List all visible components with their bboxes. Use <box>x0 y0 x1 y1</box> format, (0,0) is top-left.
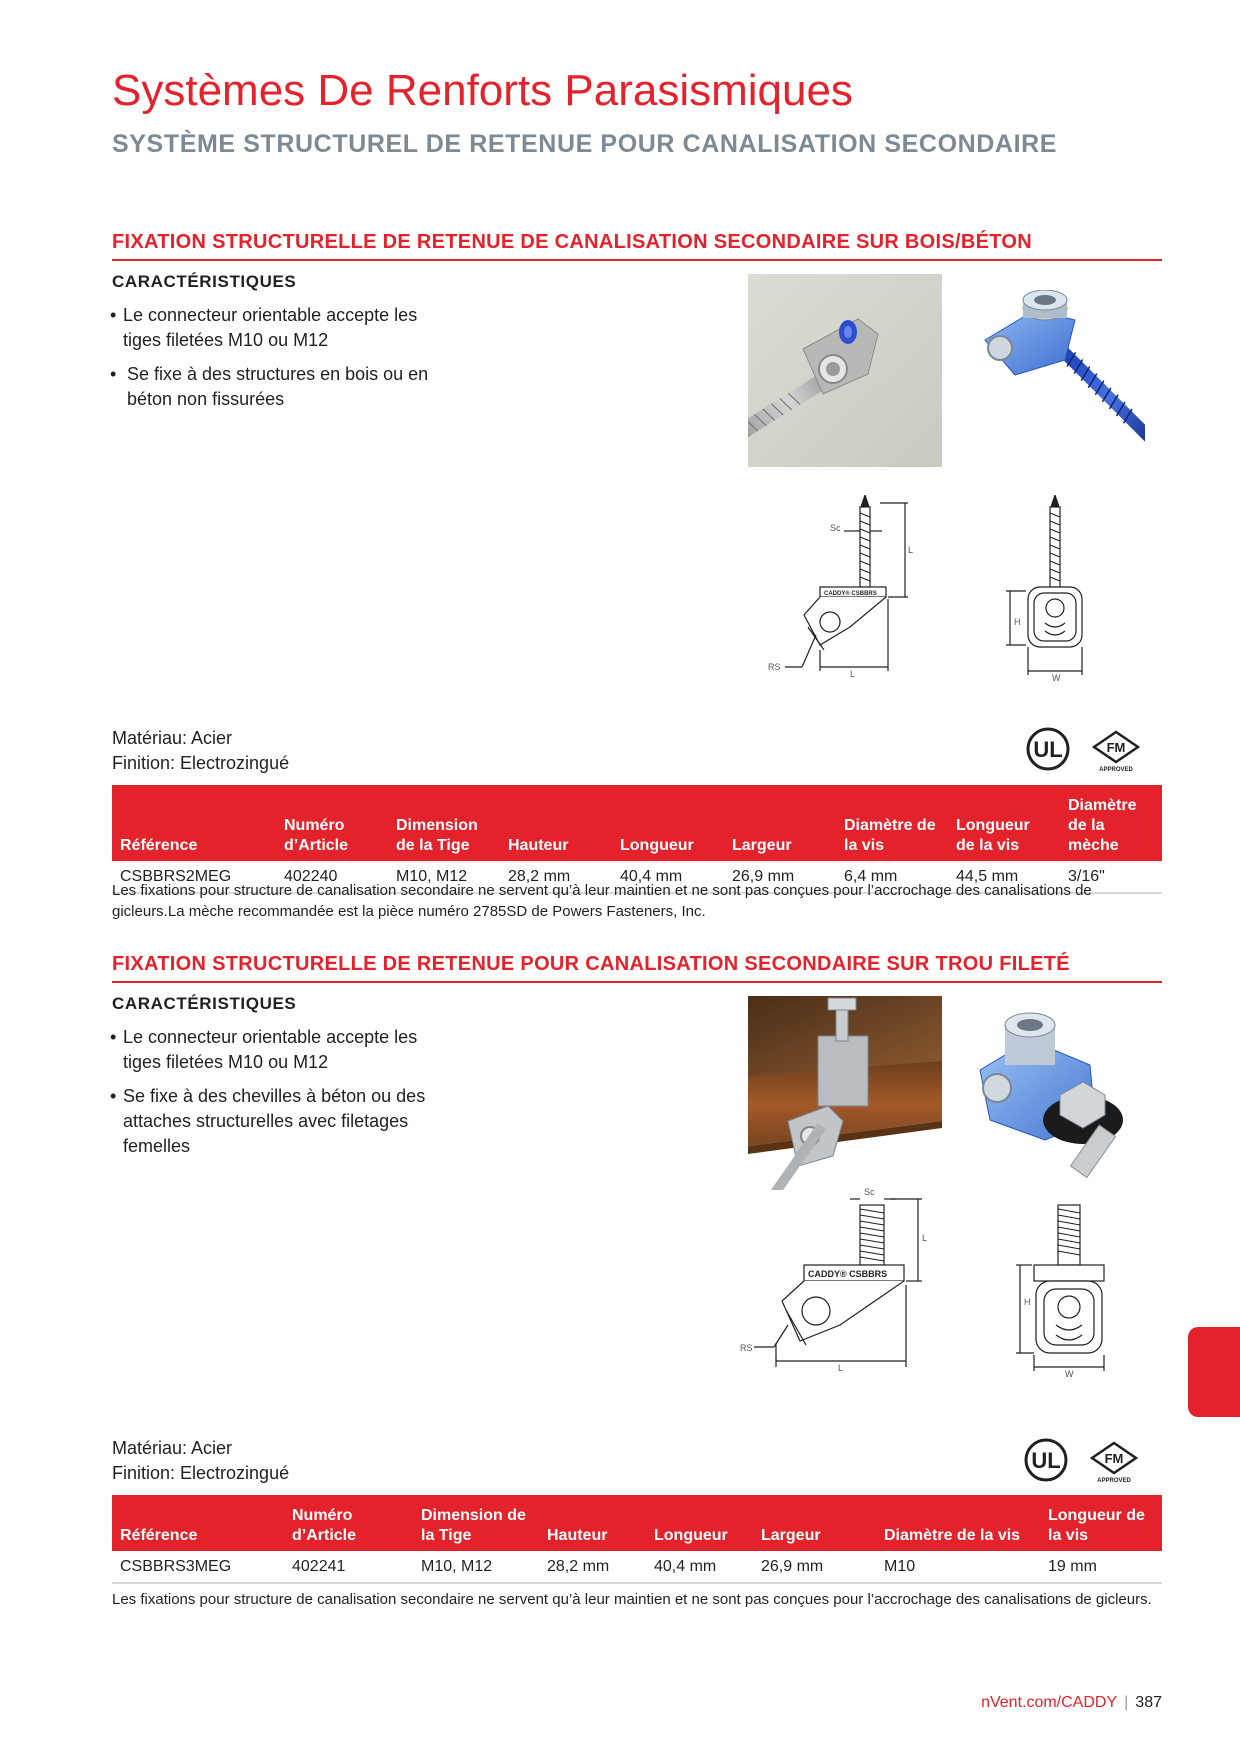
table-cell: 44,5 mm <box>948 861 1060 893</box>
table-row <box>112 1551 1162 1583</box>
table-cell: 402241 <box>284 1551 413 1583</box>
section1-dim-l2: L <box>850 669 856 679</box>
section2-technical-drawing <box>740 1185 1150 1380</box>
section1-rule <box>112 259 1162 261</box>
page-subtitle: SYSTÈME STRUCTUREL DE RETENUE POUR CANALISATION SECONDAIRE <box>112 130 1058 158</box>
section2-dim-l2: L <box>838 1363 844 1373</box>
section1-installed-photo <box>748 274 942 467</box>
section2-feature-list <box>110 1025 430 1168</box>
section1-brand-mark: CADDY® CSBBRS <box>824 591 877 597</box>
table-cell: 28,2 mm <box>539 1551 646 1583</box>
section1-fm-logo-icon: FM <box>1106 740 1126 755</box>
table-cell: 40,4 mm <box>646 1551 753 1583</box>
section1-ul-logo-icon: UL <box>1033 737 1063 762</box>
section1-fm-approved-text: APPROVED <box>1099 767 1133 773</box>
section2-title: FIXATION STRUCTURELLE DE RETENUE POUR CANALISATION SECONDAIRE SUR TROU FILETÉ <box>112 953 1070 975</box>
table-header-cell: Dimension de la Tige <box>388 785 500 861</box>
section1-dim-l: L <box>908 545 914 555</box>
section1-table-header-row <box>112 785 1162 861</box>
section2-feature-1: • Le connecteur orientable accepte les tiges filetées M10 ou M12 <box>110 1025 430 1075</box>
section2-ul-logo-icon: UL <box>1031 1448 1061 1473</box>
table-header-cell: Hauteur <box>500 785 612 861</box>
section2-dim-rs: RS <box>740 1343 753 1353</box>
section1-dim-sc: Sc <box>830 523 841 533</box>
section2-installed-photo <box>748 996 942 1190</box>
table-header-cell: Numéro d’Article <box>284 1495 413 1551</box>
table-header-cell: Hauteur <box>539 1495 646 1551</box>
page-footer: nVent.com/CADDY | 387 <box>981 1694 1162 1711</box>
table-header-cell: Longueur <box>646 1495 753 1551</box>
section2-brand-mark: CADDY® CSBBRS <box>808 1269 888 1279</box>
table-header-cell: Référence <box>112 785 276 861</box>
table-header-cell: Longueur <box>612 785 724 861</box>
section2-product-photo <box>975 1010 1145 1180</box>
table-header-cell: Diamètre de la vis <box>876 1495 1040 1551</box>
section1-dim-h: H <box>1014 617 1021 627</box>
table-cell: M10 <box>876 1551 1040 1583</box>
section2-certification-logos <box>1022 1436 1154 1484</box>
section2-rule <box>112 981 1162 983</box>
table-cell: 3/16" <box>1060 861 1162 893</box>
section1-note: Les fixations pour structure de canalisation secondaire ne servent qu’à leur maintien et ne sont pas conçues pour l’accrochage des canalisations de gicleurs.La mèche recommandée est la pièce numéro 2785SD de Powers Fasteners, Inc. <box>112 882 1092 920</box>
section1-feature-list <box>110 303 430 421</box>
section2-dim-h: H <box>1024 1297 1031 1307</box>
page-number: 387 <box>1135 1694 1162 1711</box>
section2-material: Matériau: Acier <box>112 1438 233 1458</box>
section1-technical-drawing <box>760 495 1150 685</box>
table-cell: CSBBRS3MEG <box>112 1551 284 1583</box>
section2-dim-l: L <box>922 1233 928 1243</box>
table-cell: M10, M12 <box>388 861 500 893</box>
section1-title: FIXATION STRUCTURELLE DE RETENUE DE CANALISATION SECONDAIRE SUR BOIS/BÉTON <box>112 231 1033 253</box>
section2-feature-2: • Se fixe à des chevilles à béton ou des attaches structurelles avec filetages femelles <box>110 1084 430 1159</box>
table-header-cell: Largeur <box>753 1495 876 1551</box>
section1-product-photo <box>975 290 1145 460</box>
section1-feature-2: • Se fixe à des structures en bois ou en béton non fissurées <box>110 362 430 412</box>
section1-dim-rs: RS <box>768 662 781 672</box>
table-header-cell: Longueur de la vis <box>1040 1495 1162 1551</box>
table-header-cell: Numéro d’Article <box>276 785 388 861</box>
section1-material: Matériau: Acier <box>112 728 233 748</box>
section1-finish: Finition: Electrozingué <box>112 753 290 773</box>
table-cell: M10, M12 <box>413 1551 539 1583</box>
section1-features-heading: CARACTÉRISTIQUES <box>112 272 297 291</box>
table-header-cell: Dimension de la Tige <box>413 1495 539 1551</box>
table-header-cell: Diamètre de la vis <box>836 785 948 861</box>
section1-material-block <box>112 726 289 776</box>
table-cell: 19 mm <box>1040 1551 1162 1583</box>
table-cell: 26,9 mm <box>724 861 836 893</box>
table-cell: 6,4 mm <box>836 861 948 893</box>
section2-features-heading: CARACTÉRISTIQUES <box>112 994 297 1013</box>
section2-dim-sc: Sc <box>864 1187 875 1197</box>
table-cell: 40,4 mm <box>612 861 724 893</box>
table-header-cell: Longueur de la vis <box>948 785 1060 861</box>
section2-finish: Finition: Electrozingué <box>112 1463 290 1483</box>
section1-dim-w: W <box>1052 673 1061 683</box>
section2-material-block <box>112 1436 289 1486</box>
page-title: Systèmes De Renforts Parasismiques <box>112 66 853 115</box>
section1-feature-1: • Le connecteur orientable accepte les tiges filetées M10 ou M12 <box>110 303 430 353</box>
table-header-cell: Diamètre de la mèche <box>1060 785 1162 861</box>
table-cell: 26,9 mm <box>753 1551 876 1583</box>
section1-spec-table <box>112 785 1162 894</box>
section2-note: Les fixations pour structure de canalisation secondaire ne servent qu’à leur maintien et ne sont pas conçues pour l’accrochage des canalisations de gicleurs. <box>112 1591 1152 1608</box>
chapter-side-tab <box>1188 1327 1240 1417</box>
table-cell: CSBBRS2MEG <box>112 861 276 893</box>
table-header-cell: Largeur <box>724 785 836 861</box>
section1-certification-logos <box>1024 725 1156 773</box>
section2-fm-approved-text: APPROVED <box>1097 1478 1131 1484</box>
section2-spec-table <box>112 1495 1162 1584</box>
table-header-cell: Référence <box>112 1495 284 1551</box>
table-cell: 28,2 mm <box>500 861 612 893</box>
section2-fm-logo-icon: FM <box>1104 1451 1124 1466</box>
table-cell: 402240 <box>276 861 388 893</box>
section2-dim-w: W <box>1065 1369 1074 1379</box>
footer-site-link[interactable]: nVent.com/CADDY <box>981 1694 1118 1711</box>
section2-table-header-row <box>112 1495 1162 1551</box>
